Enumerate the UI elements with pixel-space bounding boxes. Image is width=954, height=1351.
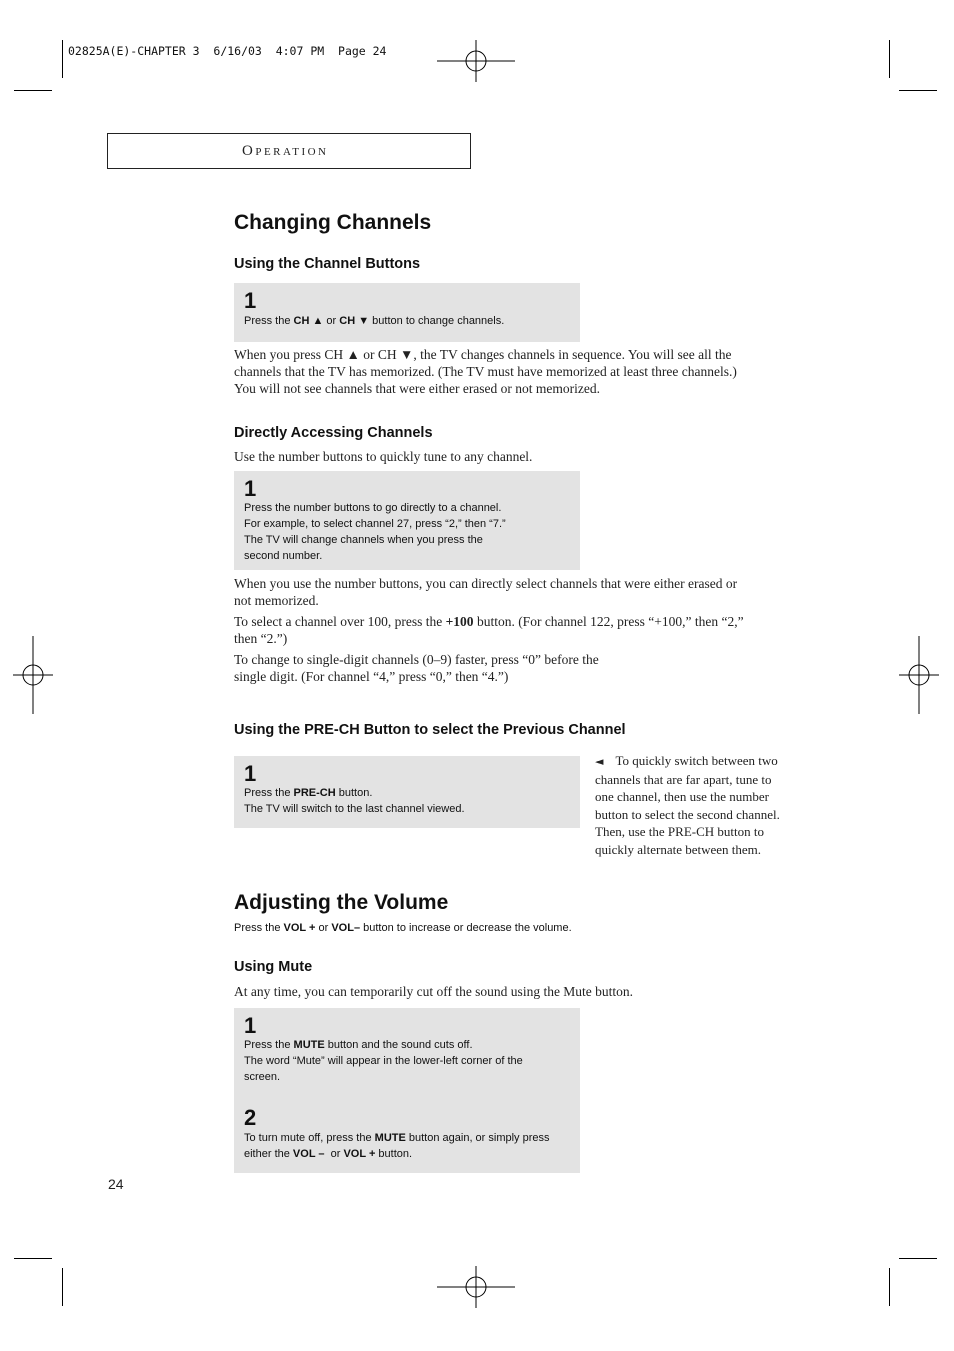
prech-heading: Using the PRE-CH Button to select the Previous Channel bbox=[234, 722, 626, 738]
note-arrow-icon: ◄ bbox=[595, 755, 604, 768]
channel-buttons-heading: Using the Channel Buttons bbox=[234, 256, 421, 272]
mute-button-label: MUTE bbox=[293, 1039, 325, 1051]
prech-side-note: ◄ To quickly switch between two channels that are far apart, tune to one channel, then use the number button to select the second channel. Then, use the PRE-CH button to quickly alternate between them. bbox=[595, 753, 780, 857]
step-number-2: 2 bbox=[244, 1105, 257, 1130]
section-header-box bbox=[107, 133, 471, 169]
mute-steps-box bbox=[234, 1008, 580, 1173]
vol-minus-label: VOL– bbox=[331, 922, 361, 934]
ch-down-label: CH ▼ bbox=[339, 315, 370, 327]
step-number-1: 1 bbox=[244, 1013, 257, 1038]
volume-instruction: Press the VOL + or VOL– button to increase or decrease the volume. bbox=[234, 922, 572, 934]
print-slug: 02825A(E)-CHAPTER 3 6/16/03 4:07 PM Page 24 bbox=[68, 44, 387, 58]
changing-channels-title: Changing Channels bbox=[234, 211, 432, 234]
registration-mark-top bbox=[437, 40, 515, 82]
step-number: 1 bbox=[244, 476, 257, 501]
step-text: Press the CH ▲ or CH ▼ button to change channels. bbox=[244, 315, 505, 327]
section-label: Operation bbox=[242, 143, 329, 159]
registration-mark-right bbox=[899, 636, 939, 714]
mute-intro: At any time, you can temporarily cut off the sound using the Mute button. bbox=[234, 984, 634, 999]
vol-plus-label: VOL + bbox=[283, 922, 316, 934]
mute-step-2-text: To turn mute off, press the MUTE button again, or simply press either the VOL – or VOL + button. bbox=[244, 1132, 550, 1160]
direct-access-paragraph-3: To change to single-digit channels (0–9) faster, press “0” before the single digit. (For channel “4,” press “0,” then “4.”) bbox=[234, 652, 599, 684]
ch-up-label: CH ▲ bbox=[293, 315, 324, 327]
direct-access-intro: Use the number buttons to quickly tune to any channel. bbox=[234, 449, 533, 464]
direct-access-paragraph-1: When you use the number buttons, you can directly select channels that were either erased or not memorized. bbox=[234, 576, 738, 608]
step-number: 1 bbox=[244, 288, 257, 313]
channel-buttons-paragraph: When you press CH ▲ or CH ▼, the TV changes channels in sequence. You will see all the channels that the TV has memorized. (The TV must have memorized at least three channels.) You will not see channels that were either erased or not memorized. bbox=[234, 347, 737, 396]
prech-step-box bbox=[234, 756, 580, 828]
mute-heading: Using Mute bbox=[234, 959, 313, 975]
registration-mark-bottom bbox=[437, 1266, 515, 1308]
mute-step-1-text: Press the MUTE button and the sound cuts off. The word “Mute” will appear in the lower-left corner of the screen. bbox=[244, 1039, 523, 1083]
direct-access-step-box bbox=[234, 471, 580, 570]
step-number: 1 bbox=[244, 761, 257, 786]
step-text: Press the number buttons to go directly to a channel. For example, to select channel 27, press “2,” then “7.” The TV will change channels when you press the second number. bbox=[244, 502, 506, 562]
registration-mark-left bbox=[13, 636, 53, 714]
direct-access-heading: Directly Accessing Channels bbox=[234, 425, 433, 441]
direct-access-paragraph-2: To select a channel over 100, press the +100 button. (For channel 122, press “+100,” then “2,” then “2.”) bbox=[234, 614, 744, 646]
step-text: Press the PRE-CH button. The TV will switch to the last channel viewed. bbox=[244, 787, 465, 815]
prech-button-label: PRE-CH bbox=[293, 787, 336, 799]
adjusting-volume-title: Adjusting the Volume bbox=[234, 891, 449, 914]
channel-buttons-step-box bbox=[234, 283, 580, 342]
page-number: 24 bbox=[108, 1176, 124, 1192]
